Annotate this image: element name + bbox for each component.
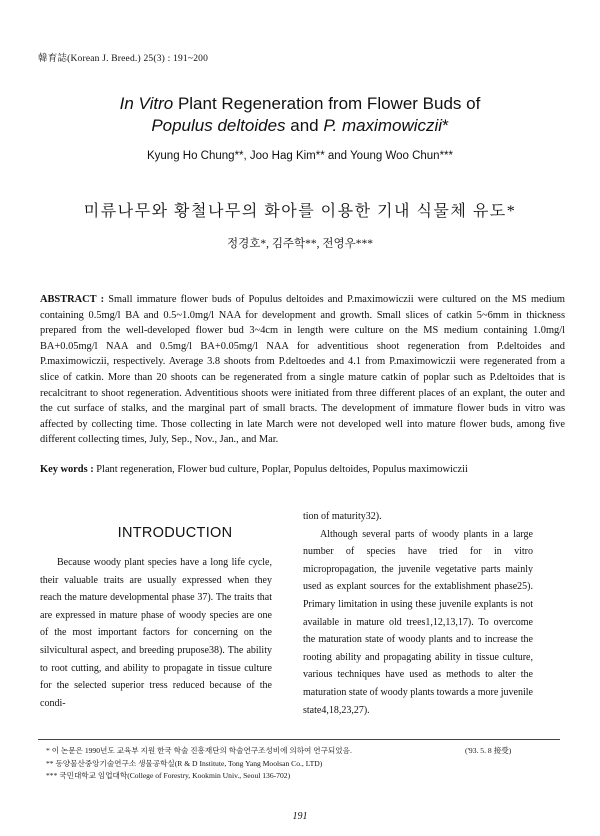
korean-authors: 정경호*, 김주학**, 전영우*** xyxy=(227,238,373,250)
authors: Kyung Ho Chung**, Joo Hag Kim** and Young Woo Chun*** xyxy=(146,150,454,162)
received-date: ('93. 5. 8 接受) xyxy=(465,746,512,755)
abstract-text: Small immature flower buds of Populus deltoides and P.maximowiczii were cultured on the MS medium containing 0.5mg/l BA and 0.5~1.0mg/l NAA for development and growth. Small slices of catkin 5~6mm in thickness prepared from the well-developed flower bud 3~4cm in length were culture on the MS medium containing 1.0mg/l BA+0.05mg/l NAA and 0.5mg/l BA+0.05mg/l NAA for adventitious shoot regeneration from P.deltoides and P.maximowiczii, respectively. Average 3.8 shoots from P.deltoedes and 4.1 from P.maximowiczii were regenerated from a slice of catkin. More than 20 shoots can be regenerated from a single mature catkin of poplar such as P.deltoides that is recalcitrant to shoot regeneration. Adventitious shoots were initiated from three different places of an explant, the outer and the cut surface of stalks, and the marginal part of small bracts. The development of immature flower buds in vitro was affected by collecting time. Those collecting in late March were not developed well into mature flower buds, among five different collecting times, July, Sep., Nov., Jan., and Mar. xyxy=(40,294,565,446)
abstract-label: ABSTRACT xyxy=(40,294,97,305)
footnote-2: ** 동양물산중앙기술연구소 생물공학실(R & D Institute, Tong Yang Moolsan Co., LTD) xyxy=(46,759,323,768)
introduction-heading: INTRODUCTION xyxy=(117,525,233,541)
intro-right-column xyxy=(303,508,533,719)
footnote-divider xyxy=(38,739,560,740)
footnote-1: * 이 논문은 1990년도 교육부 지원 한국 학술 진흥재단의 학술연구조성비에 의하여 연구되었음. xyxy=(46,746,352,755)
intro-left-paragraph: Because woody plant species have a long life cycle, their valuable traits are usually expressed when they reach the mature developmental phase 37). The traits that are expressed in mature phase of woody species are one of the most important factors for concerning on the silvicultural aspect, and breeding prupose38). The ability to root cutting, and ability to propagate in tissue culture for the selected superior tress reduced because of the condi- xyxy=(40,557,272,709)
keywords-label: Key words xyxy=(40,464,88,475)
intro-right-continuation: tion of maturity32). xyxy=(303,511,382,522)
keywords: Key words : Plant regeneration, Flower bud culture, Poplar, Populus deltoides, Populus maximowiczii xyxy=(40,464,468,475)
journal-header: 韓育誌(Korean J. Breed.) 25(3) : 191~200 xyxy=(38,54,209,64)
footnote-3: *** 국민대학교 임업대학(College of Forestry, Kookmin Univ., Seoul 136-702) xyxy=(46,771,291,780)
korean-title: 미류나무와 황철나무의 화아를 이용한 기내 식물체 유도* xyxy=(83,203,517,220)
paper-title-line1: In Vitro Plant Regeneration from Flower Buds of xyxy=(119,94,481,113)
intro-right-paragraph: Although several parts of woody plants in a large number of species have tried for in vitro micropropagation, the juvenile vegetative parts mainly used as explant sources for the extablishment phase25). Primary limitation in using these juvenile explants is not available in mature old trees1,12,13,17). To overcome the maturation state of woody plants and to increase the rooting ability and propagating ability in tissue culture, various techniques have used as methods to alter the maturation state of woody plants towards a more juvenile state4,18,23,27). xyxy=(303,528,533,716)
page-number: 191 xyxy=(292,811,308,822)
paper-title-line2: Populus deltoides and P. maximowiczii* xyxy=(151,116,449,135)
abstract: ABSTRACT : Small immature flower buds of Populus deltoides and P.maximowiczii were cultured on the MS medium containing 0.5mg/l BA and 0.5~1.0mg/l NAA for development and growth. Small slices of catkin 5~6mm in thickness prepared from the well-developed flower bud 3~4cm in length were culture on the MS medium containing 1.0mg/l BA+0.05mg/l NAA and 0.5mg/l BA+0.05mg/l NAA for adventitious shoot regeneration from P.deltoides and P.maximowiczii, respectively. Average 3.8 shoots from P.deltoedes and 4.1 from P.maximowiczii were regenerated from a slice of catkin. More than 20 shoots can be regenerated from a single mature catkin of poplar such as P.deltoides that is recalcitrant to shoot regeneration. Adventitious shoots were initiated from three different places of an explant, the outer and the cut surface of stalks, and the marginal part of small bracts. The development of immature flower buds in vitro was affected by collecting time. Those collecting in late March were not developed well into mature flower buds, among five different collecting times, July, Sep., Nov., Jan., and Mar. xyxy=(40,294,565,446)
keywords-text: Plant regeneration, Flower bud culture, Poplar, Populus deltoides, Populus maximowiczii xyxy=(96,464,468,475)
